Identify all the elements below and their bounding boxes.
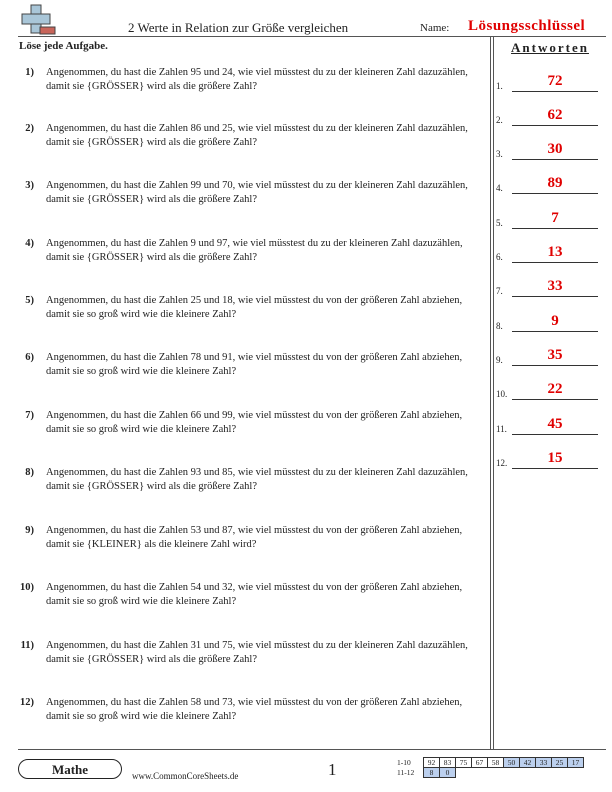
question-number: 3) xyxy=(25,180,34,191)
answer-number: 1. xyxy=(496,81,503,91)
question-number: 7) xyxy=(25,410,34,421)
question-number: 1) xyxy=(25,67,34,78)
score-row-label: 1-10 xyxy=(397,758,411,767)
score-cell: 58 xyxy=(488,758,504,768)
question-text: Angenommen, du hast die Zahlen 99 und 70, wie viel müsstest du zu der kleineren Zahl dazuzählen, damit sie {GRÖSSER} wird als die größere Zahl? xyxy=(46,180,468,205)
answer-7 xyxy=(496,277,606,297)
score-cell: 83 xyxy=(440,758,456,768)
question-text: Angenommen, du hast die Zahlen 93 und 85, wie viel müsstest du zu der kleineren Zahl dazuzählen, damit sie {GRÖSSER} wird als die größere Zahl? xyxy=(46,467,468,492)
answer-1 xyxy=(496,72,606,92)
worksheet-title: 2 Werte in Relation zur Größe vergleichen xyxy=(128,20,349,35)
answer-number: 4. xyxy=(496,183,503,193)
score-cell: 0 xyxy=(440,768,456,778)
instruction: Löse jede Aufgabe. xyxy=(19,40,108,52)
answer-line xyxy=(512,468,598,469)
score-cell: 33 xyxy=(536,758,552,768)
question-text: Angenommen, du hast die Zahlen 86 und 25, wie viel müsstest du zu der kleineren Zahl dazuzählen, damit sie {GRÖSSER} wird als die größere Zahl? xyxy=(46,123,468,148)
answer-line xyxy=(512,296,598,297)
question-text: Angenommen, du hast die Zahlen 66 und 99, wie viel müsstest du von der größeren Zahl abziehen, damit sie so groß wird wie die kleinere Zahl? xyxy=(46,410,463,435)
score-cell: 25 xyxy=(552,758,568,768)
answer-number: 2. xyxy=(496,115,503,125)
answer-number: 9. xyxy=(496,355,503,365)
site-url: www.CommonCoreSheets.de xyxy=(132,771,239,781)
question-number: 11) xyxy=(20,640,34,651)
question-text: Angenommen, du hast die Zahlen 95 und 24, wie viel müsstest du zu der kleineren Zahl dazuzählen, damit sie {GRÖSSER} wird als die größere Zahl? xyxy=(46,67,468,92)
question-text: Angenommen, du hast die Zahlen 9 und 97, wie viel müsstest du zu der kleineren Zahl dazuzählen, damit sie {GRÖSSER} wird als die größere Zahl? xyxy=(46,238,463,263)
score-cell: 42 xyxy=(520,758,536,768)
header-rule xyxy=(18,36,606,37)
answers-heading: Antworten xyxy=(511,40,589,55)
answer-line xyxy=(512,262,598,263)
question-text: Angenommen, du hast die Zahlen 25 und 18, wie viel müsstest du von der größeren Zahl abziehen, damit sie so groß wird wie die kleinere Zahl? xyxy=(46,295,463,320)
score-row-1 xyxy=(397,758,584,768)
answer-12 xyxy=(496,449,606,469)
answer-6 xyxy=(496,243,606,263)
answer-value: 89 xyxy=(547,175,563,191)
answer-value: 45 xyxy=(547,416,563,432)
page-number: 1 xyxy=(328,760,337,779)
score-row-label: 11-12 xyxy=(397,768,415,777)
answer-column-divider xyxy=(490,37,491,749)
score-cell: 67 xyxy=(472,758,488,768)
answer-5 xyxy=(496,209,606,229)
answer-number: 7. xyxy=(496,286,503,296)
score-cell: 17 xyxy=(568,758,584,768)
answer-10 xyxy=(496,380,606,400)
name-value: Lösungsschlüssel xyxy=(468,18,586,34)
score-table xyxy=(397,757,584,778)
question-text: Angenommen, du hast die Zahlen 31 und 75, wie viel müsstest du zu der kleineren Zahl dazuzählen, damit sie {GRÖSSER} wird als die größere Zahl? xyxy=(46,640,468,665)
question-number: 9) xyxy=(25,525,34,536)
answer-number: 12. xyxy=(496,458,508,468)
answer-4 xyxy=(496,174,606,194)
answer-number: 5. xyxy=(496,218,503,228)
answer-line xyxy=(512,159,598,160)
answer-value: 15 xyxy=(547,450,563,466)
answer-value: 33 xyxy=(547,278,563,294)
question-number: 8) xyxy=(25,467,34,478)
footer-rule xyxy=(18,749,606,750)
question-number: 4) xyxy=(25,238,34,249)
score-cell: 50 xyxy=(504,758,520,768)
question-number: 6) xyxy=(25,352,34,363)
question-number: 10) xyxy=(20,582,34,593)
answer-line xyxy=(512,331,598,332)
answer-column-divider-inner xyxy=(493,37,494,749)
answer-line xyxy=(512,125,598,126)
score-cell: 8 xyxy=(424,768,440,778)
answer-value: 9 xyxy=(551,313,559,329)
question-number: 12) xyxy=(20,697,34,708)
answer-line xyxy=(512,228,598,229)
answer-3 xyxy=(496,140,606,160)
answer-number: 10. xyxy=(496,389,508,399)
question-text: Angenommen, du hast die Zahlen 78 und 91, wie viel müsstest du von der größeren Zahl abziehen, damit sie so groß wird wie die kleinere Zahl? xyxy=(46,352,463,377)
name-label: Name: xyxy=(420,22,450,34)
answer-line xyxy=(512,365,598,366)
answer-number: 8. xyxy=(496,321,503,331)
score-cell: 75 xyxy=(456,758,472,768)
answer-value: 35 xyxy=(547,347,563,363)
answer-number: 11. xyxy=(496,424,507,434)
score-cell: 92 xyxy=(424,758,440,768)
answer-9 xyxy=(496,346,606,366)
question-text: Angenommen, du hast die Zahlen 58 und 73, wie viel müsstest du von der größeren Zahl abziehen, damit sie so groß wird wie die kleinere Zahl? xyxy=(46,697,463,722)
score-row-2 xyxy=(397,768,584,778)
answer-8 xyxy=(496,312,606,332)
answer-value: 72 xyxy=(547,73,563,89)
answer-line xyxy=(512,91,598,92)
answer-value: 7 xyxy=(551,210,559,226)
question-number: 5) xyxy=(25,295,34,306)
answer-line xyxy=(512,399,598,400)
plus-logo-icon xyxy=(18,4,56,36)
answer-value: 30 xyxy=(547,141,563,157)
answer-number: 3. xyxy=(496,149,503,159)
answer-line xyxy=(512,193,598,194)
subject-badge: Mathe xyxy=(18,759,122,779)
answer-number: 6. xyxy=(496,252,503,262)
answer-value: 13 xyxy=(547,244,563,260)
question-text: Angenommen, du hast die Zahlen 54 und 32, wie viel müsstest du von der größeren Zahl abziehen, damit sie so groß wird wie die kleinere Zahl? xyxy=(46,582,463,607)
answer-value: 22 xyxy=(547,381,563,397)
answer-value: 62 xyxy=(547,107,563,123)
answer-line xyxy=(512,434,598,435)
answer-11 xyxy=(496,415,606,435)
question-number: 2) xyxy=(25,123,34,134)
answer-2 xyxy=(496,106,606,126)
question-text: Angenommen, du hast die Zahlen 53 und 87, wie viel müsstest du von der größeren Zahl abziehen, damit sie {KLEINER} als die kleinere Zahl wird? xyxy=(46,525,463,550)
